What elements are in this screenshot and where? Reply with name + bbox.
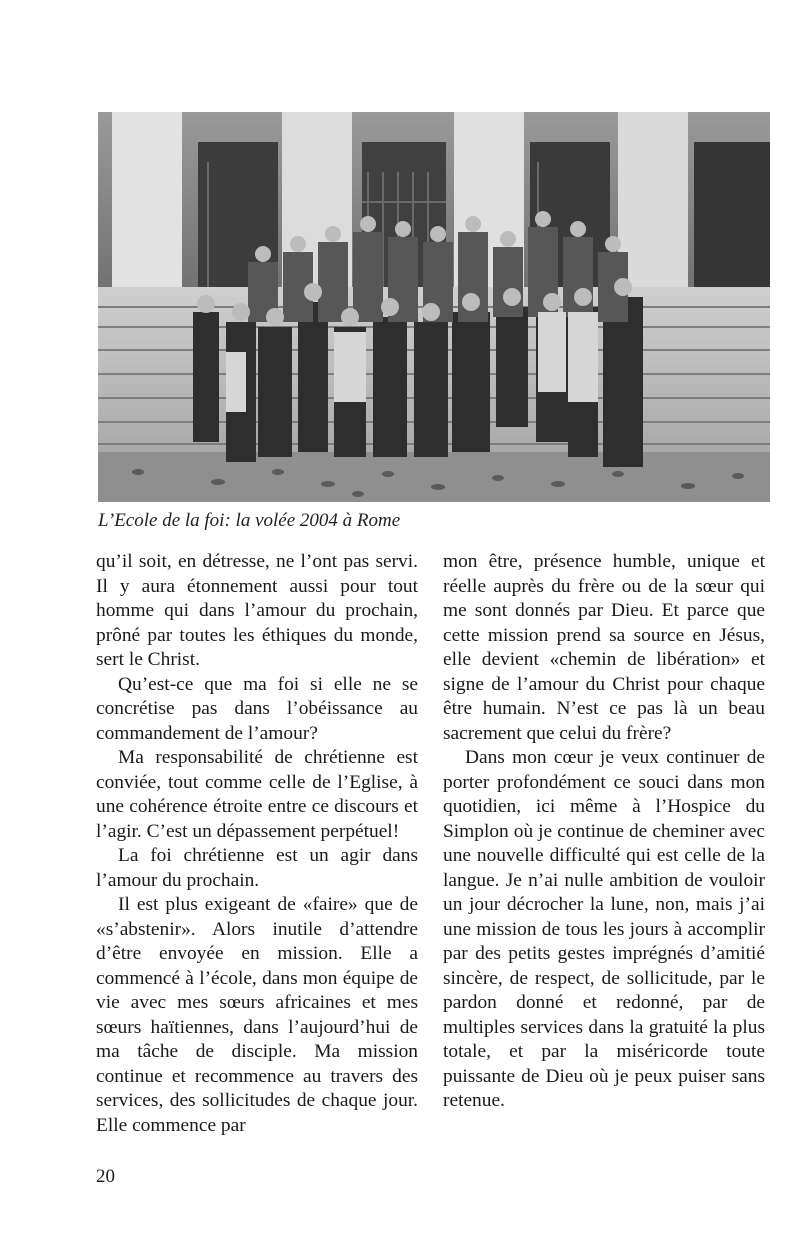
paragraph: Ma responsabilité de chrétienne est conviée, tout comme celle de l’Eglise, à une cohérence étroite entre ce discours et l’agir. C’est un dépassement perpétuel! <box>96 747 418 842</box>
page-number: 20 <box>96 1166 115 1187</box>
paragraph: La foi chrétienne est un agir dans l’amour du prochain. <box>96 845 418 891</box>
paragraph: qu’il soit, en détresse, ne l’ont pas servi. Il y aura étonnement aussi pour tout homme qui dans l’amour du prochain, prôné par toutes les éthiques du monde, sert le Christ. <box>96 551 418 670</box>
paragraph: Il est plus exigeant de «faire» que de «s’abstenir». Alors inutile d’attendre d’être envoyée en mission. Elle a commencé à l’école, dans mon équipe de vie avec mes sœurs africaines et mes sœurs haïtiennes, dans l’aujourd’hui de ma tâche de disciple. Ma mission continue et recommence au travers des services, des sollicitudes de chaque jour. Elle commence par <box>96 894 418 1136</box>
group-photo-image <box>98 112 770 502</box>
group-photo <box>98 112 770 502</box>
paragraph: Dans mon cœur je veux continuer de porter profondément ce souci dans mon quotidien, ici même à l’Hospice du Simplon où je continue de cheminer avec une nouvelle difficulté qui est celle de la langue. Je n’ai nulle ambition de vouloir un jour décrocher la lune, non, mais j’ai une mission de tous les jours à accomplir par des petits gestes imprégnés d’amitié sincère, de respect, de sollicitude, par le pardon donné et redonné, par de multiples services dans la gratuité la plus totale, et par la miséricorde toute puissante de Dieu où je peux puiser sans retenue. <box>443 747 765 1111</box>
text-column-right <box>443 550 765 1114</box>
paragraph: Qu’est-ce que ma foi si elle ne se concrétise pas dans l’obéissance au commandement de l’amour? <box>96 673 418 744</box>
paragraph: mon être, présence humble, unique et réelle auprès du frère ou de la sœur qui me sont donnés par Dieu. Et parce que cette mission prend sa source en Jésus, elle devient «chemin de libération» et signe de l’amour du Christ pour chaque être humain. N’est ce pas là un beau sacrement que celui du frère? <box>443 551 765 744</box>
photo-caption: L’Ecole de la foi: la volée 2004 à Rome <box>98 510 401 531</box>
text-column-left <box>96 550 418 1138</box>
